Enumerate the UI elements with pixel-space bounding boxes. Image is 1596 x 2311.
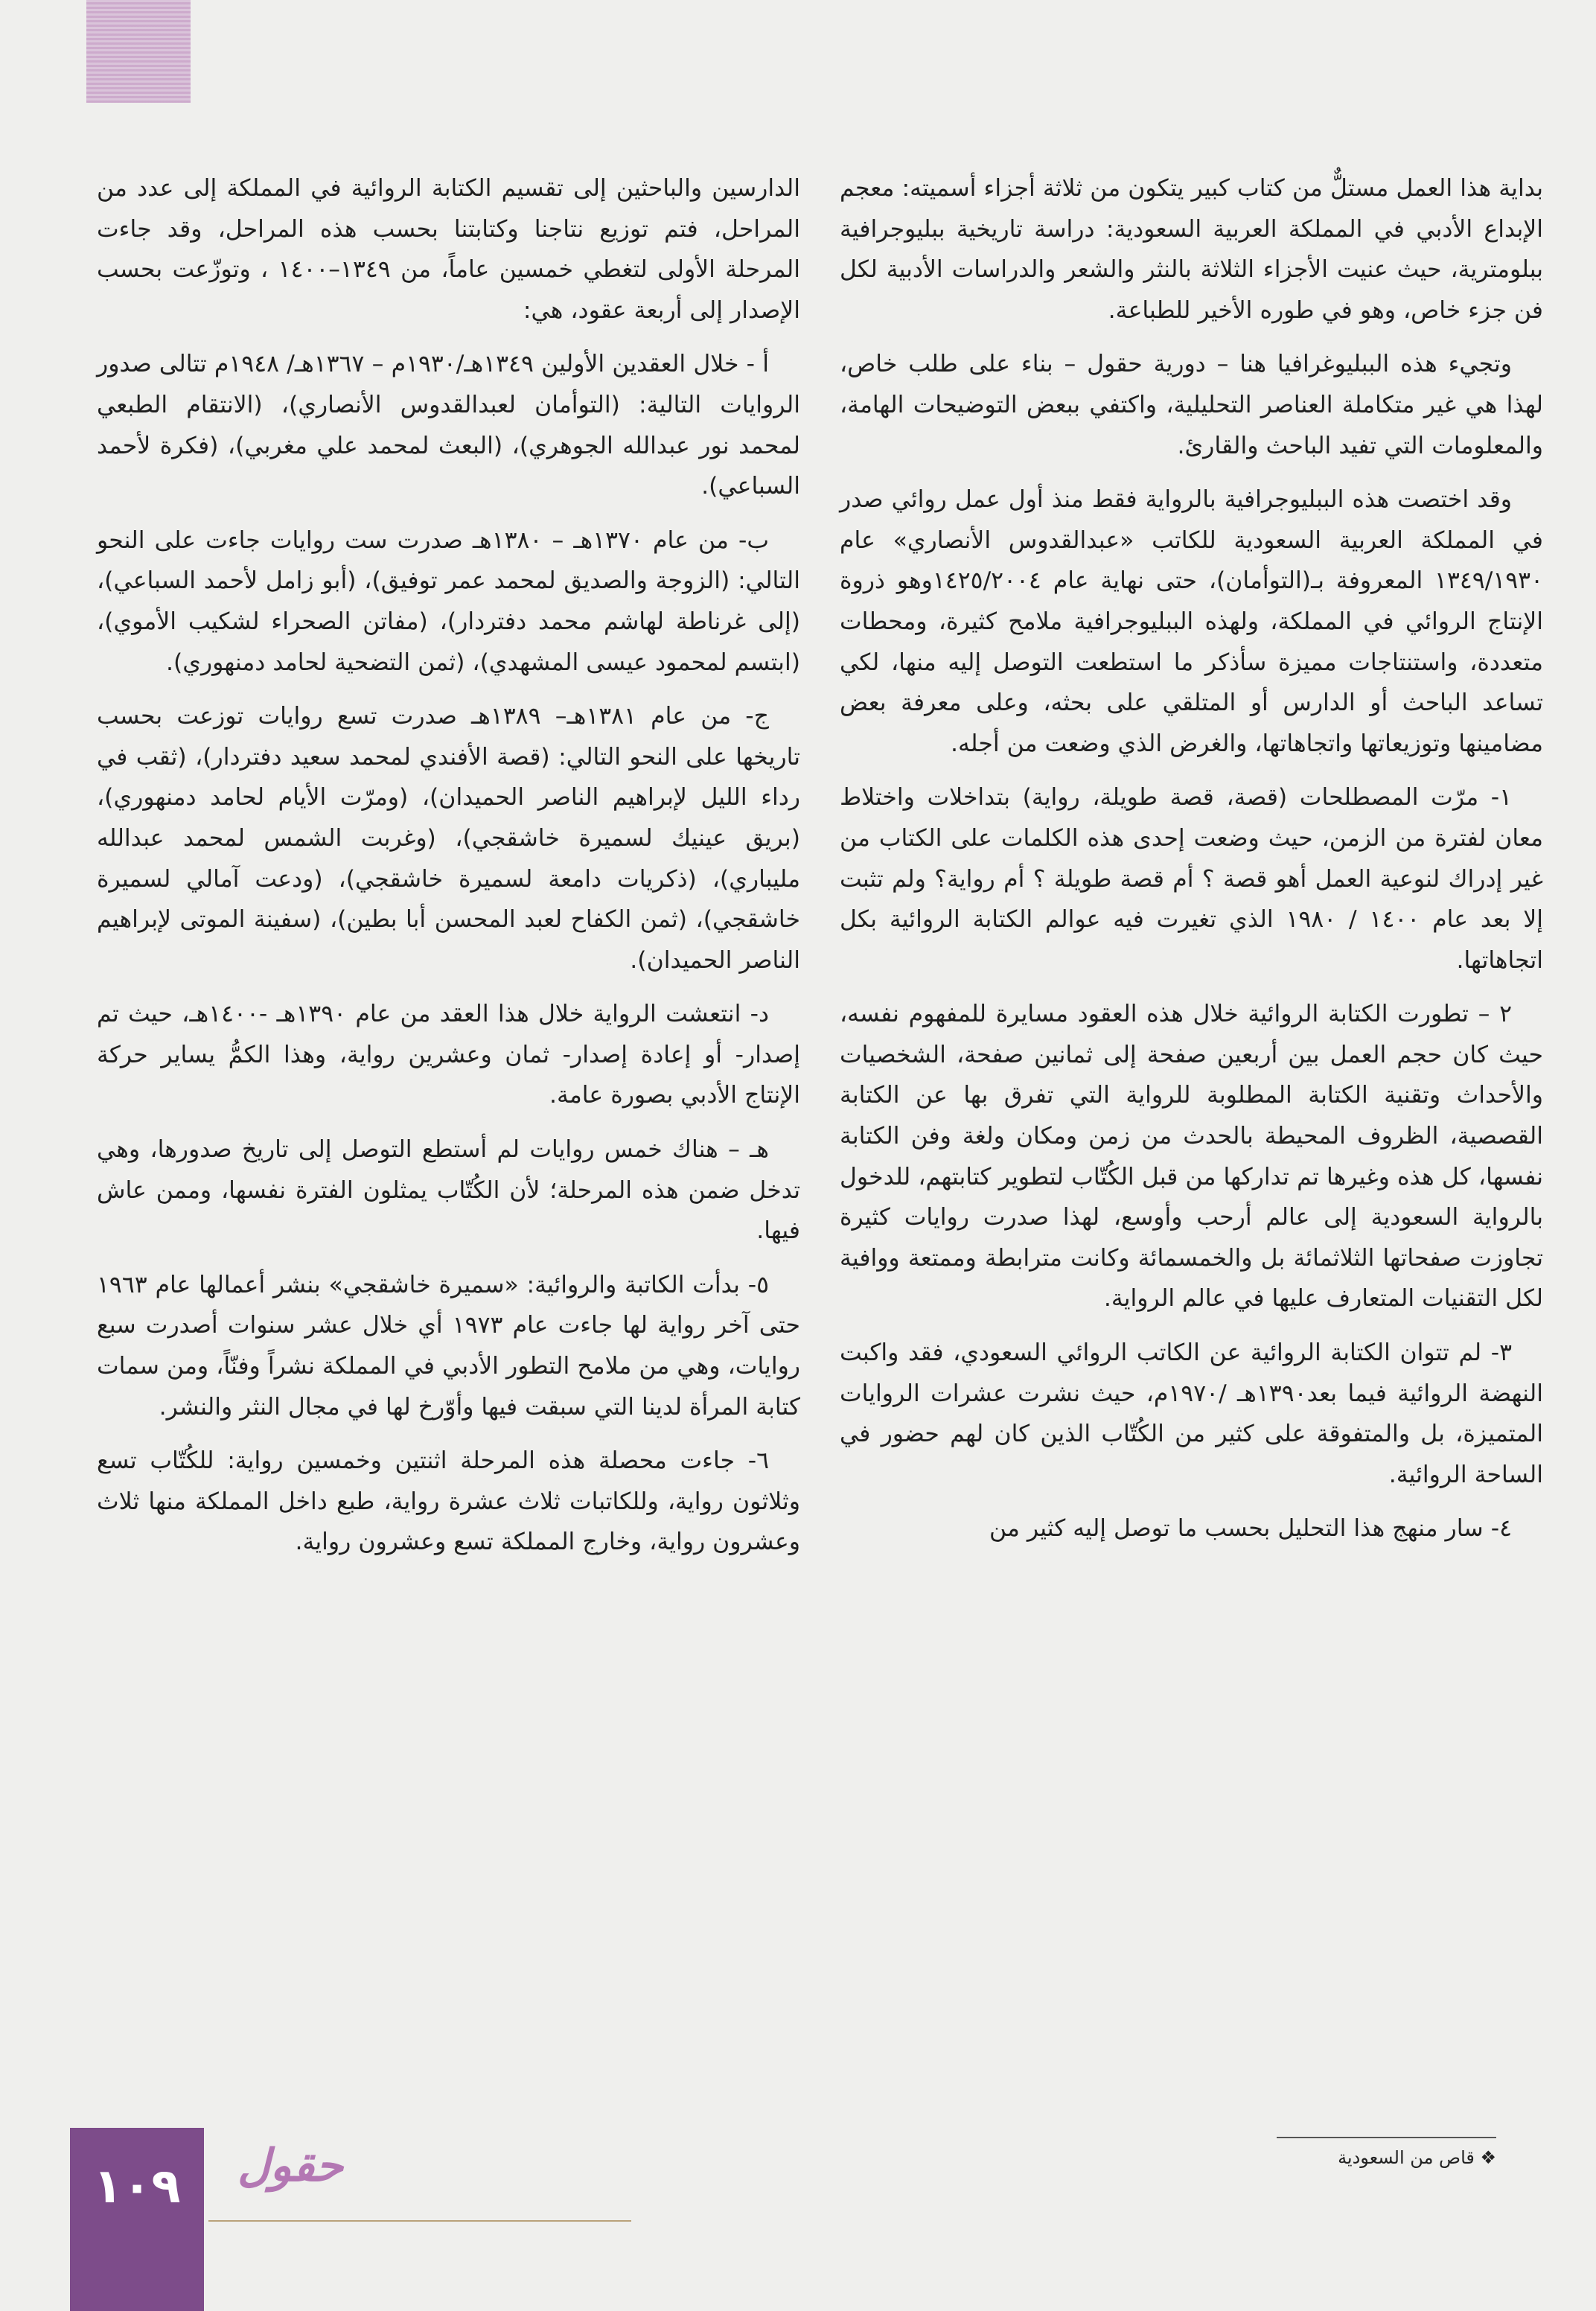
article-column-left <box>97 168 800 1576</box>
paragraph: ٢ – تطورت الكتابة الروائية خلال هذه العقود مسايرة للمفهوم نفسه، حيث كان حجم العمل بين أربعين صفحة إلى ثمانين صفحة، الشخصيات والأحداث وتقنية الكتابة المطلوبة للرواية التي تفرق بها عن الكتابة القصصية، الظروف المحيطة بالحدث من زمن ومكان ولغة وفن الكتابة نفسها، كل هذه وغيرها تم تداركها من قبل الكُتّاب لتطوير كتابتهم، للدخول بالرواية السعودية إلى عالم أرحب وأوسع، لهذا صدرت روايات كثيرة تجاوزت صفحاتها الثلاثمائة بل والخمسمائة وكانت مترابطة وممتعة ووافية لكل التقنيات المتعارف عليها في عالم الرواية. <box>840 1001 1543 1313</box>
paragraph: هـ – هناك خمس روايات لم أستطع التوصل إلى تاريخ صدورها، وهي تدخل ضمن هذه المرحلة؛ لأن الكُتّاب يمثلون الفترة نفسها، وممن عاش فيها. <box>97 1136 800 1245</box>
paragraph: ج- من عام ١٣٨١هـ– ١٣٨٩هـ صدرت تسع روايات توزعت بحسب تاريخها على النحو التالي: (قصة الأفندي لمحمد سعيد دفتردار)، (ثقب في رداء الليل لإبراهيم الناصر الحميدان)، (ومرّت الأيام لحامد دمنهوري)، (بريق عينيك لسميرة خاشقجي)، (وغربت الشمس لمحمد عبدالله مليباري)، (ذكريات دامعة لسميرة خاشقجي)، (ودعت آمالي لسميرة خاشقجي)، (ثمن الكفاح لعبد المحسن أبا بطين)، (سفينة الموتى لإبراهيم الناصر الحميدان). <box>97 703 800 974</box>
paragraph: وقد اختصت هذه الببليوجرافية بالرواية فقط منذ أول عمل روائي صدر في المملكة العربية السعودية للكاتب «عبدالقدوس الأنصاري» عام ١٣٤٩/١٩٣٠ المعروفة بـ(التوأمان)، حتى نهاية عام ١٤٢٥/٢٠٠٤وهو ذروة الإنتاج الروائي في المملكة، ولهذه الببليوجرافية ملامح كثيرة، ومحطات متعددة، واستنتاجات مميزة سأذكر ما استطعت التوصل إليه منها، لكي تساعد الباحث أو الدارس أو المتلقي على بحثه، وعلى معرفة بعض مضامينها وتوزيعاتها واتجاهاتها، والغرض الذي وضعت من أجله. <box>840 486 1543 757</box>
paragraph: ٥- بدأت الكاتبة والروائية: «سميرة خاشقجي» بنشر أعمالها عام ١٩٦٣ حتى آخر رواية لها جاءت عام ١٩٧٣ أي خلال عشر سنوات أصدرت سبع روايات، وهي من ملامح التطور الأدبي في المملكة نشراً وفنّاً، ومن سمات كتابة المرأة لدينا التي سبقت فيها وأوّرخ لها في مجال النثر والنشر. <box>97 1271 800 1421</box>
paragraph: وتجيء هذه الببليوغرافيا هنا – دورية حقول – بناء على طلب خاص، لهذا هي غير متكاملة العناصر التحليلية، واكتفي ببعض التوضيحات الهامة، والمعلومات التي تفيد الباحث والقارئ. <box>840 351 1543 459</box>
paragraph: الدارسين والباحثين إلى تقسيم الكتابة الروائية في المملكة إلى عدد من المراحل، فتم توزيع نتاجنا وكتابتنا بحسب هذه المراحل، وقد جاءت المرحلة الأولى لتغطي خمسين عاماً، من ١٣٤٩–١٤٠٠ ، وتوزّعت بحسب الإصدار إلى أربعة عقود، هي: <box>97 175 801 324</box>
page-number: ١٠٩ <box>93 2159 181 2214</box>
paragraph: ١- مرّت المصطلحات (قصة، قصة طويلة، رواية) بتداخلات واختلاط معان لفترة من الزمن، حيث وضعت إحدى هذه الكلمات على الكتاب من غير إدراك لنوعية العمل أهو قصة ؟ أم قصة طويلة ؟ أم رواية؟ ولم تثبت إلا بعد عام ١٤٠٠ / ١٩٨٠ الذي تغيرت فيه عوالم الكتابة الروائية بكل اتجاهاتها. <box>840 784 1544 974</box>
author-footnote: ❖ قاص من السعودية <box>1338 2147 1496 2168</box>
paragraph: ٣- لم تتوان الكتابة الروائية عن الكاتب الروائي السعودي، فقد واكبت النهضة الروائية فيما بعد١٣٩٠هـ /١٩٧٠م، حيث نشرت عشرات الروايات المتميزة، بل والمتفوقة على كثير من الكُتّاب الذين كان لهم حضور في الساحة الروائية. <box>840 1339 1543 1488</box>
paragraph: د- انتعشت الرواية خلال هذا العقد من عام ١٣٩٠هـ -١٤٠٠هـ، حيث تم إصدار- أو إعادة إصدار- ثمان وعشرين رواية، وهذا الكمُّ يساير حركة الإنتاج الأدبي بصورة عامة. <box>97 1001 800 1109</box>
footnote-divider <box>1277 2137 1496 2138</box>
paragraph: ٦- جاءت محصلة هذه المرحلة اثنتين وخمسين رواية: للكُتّاب تسع وثلاثون رواية، وللكاتبات ثلاث عشرة رواية، طبع داخل المملكة منها ثلاث وعشرون رواية، وخارج المملكة تسع وعشرون رواية. <box>97 1447 800 1556</box>
footer-rule <box>208 2220 631 2222</box>
paragraph: أ - خلال العقدين الأولين ١٣٤٩هـ/١٩٣٠م – ١٣٦٧هـ/ ١٩٤٨م تتالى صدور الروايات التالية: (التوأمان لعبدالقدوس الأنصاري)، (الانتقام الطبعي لمحمد نور عبدالله الجوهري)، (البعث لمحمد علي مغربي)، (فكرة لأحمد السباعي). <box>97 351 800 500</box>
corner-color-tab <box>86 0 191 103</box>
paragraph: بداية هذا العمل مستلٌّ من كتاب كبير يتكون من ثلاثة أجزاء أسميته: معجم الإبداع الأدبي في المملكة العربية السعودية: دراسة تاريخية ببليوجرافية ببلومترية، حيث عنيت الأجزاء الثلاثة بالنثر والشعر والدراسات الأدبية لكل فن جزء خاص، وهو في طوره الأخير للطباعة. <box>840 175 1543 324</box>
paragraph: ٤- سار منهج هذا التحليل بحسب ما توصل إليه كثير من <box>989 1515 1512 1543</box>
page-number-band <box>70 2128 204 2311</box>
article-column-right <box>840 168 1543 1563</box>
magazine-logo: حقول <box>237 2140 344 2192</box>
paragraph: ب- من عام ١٣٧٠هـ – ١٣٨٠هـ صدرت ست روايات جاءت على النحو التالي: (الزوجة والصديق لمحمد عمر توفيق)، (أبو زامل لأحمد السباعي)، (إلى غرناطة لهاشم محمد دفتردار)، (مفاتن الصحراء لشكيب الأموي)، (ابتسم لمحمود عيسى المشهدي)، (ثمن التضحية لحامد دمنهوري). <box>97 526 800 676</box>
